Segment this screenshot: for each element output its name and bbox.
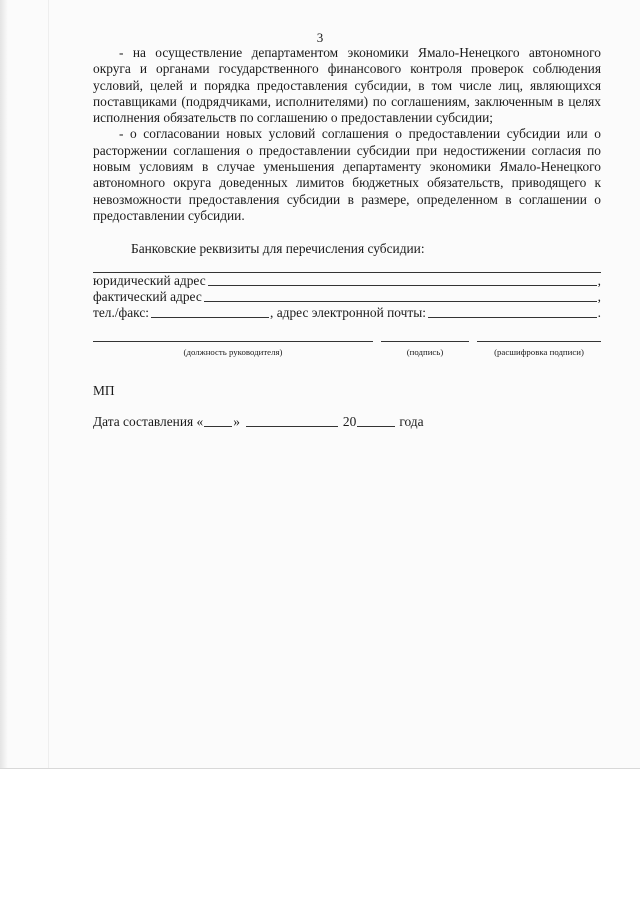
date-row: [93, 414, 601, 430]
document-body: [93, 45, 601, 430]
date-label: Дата составления «: [93, 413, 204, 429]
legal-address-field[interactable]: [208, 273, 597, 286]
actual-address-row: [93, 289, 601, 305]
contacts-period: .: [597, 305, 601, 321]
date-year-suffix: года: [399, 413, 424, 429]
signature-field[interactable]: [381, 341, 469, 360]
signature-block: [93, 341, 601, 367]
legal-address-comma: ,: [597, 272, 601, 288]
legal-address-row: [93, 273, 601, 289]
phone-label: тел./факс:: [93, 305, 150, 321]
signature-caption: (подпись): [406, 347, 444, 358]
position-caption: (должность руководителя): [183, 347, 283, 358]
legal-address-label: юридический адрес: [93, 272, 206, 288]
date-day-field[interactable]: [204, 414, 232, 427]
date-year-field[interactable]: [357, 414, 395, 427]
stamp-label: МП: [93, 383, 115, 399]
email-field[interactable]: [428, 305, 597, 318]
date-close-quote: »: [233, 413, 240, 429]
actual-address-label: фактический адрес: [93, 288, 202, 304]
page-number: 3: [316, 30, 324, 45]
contacts-row: [93, 305, 601, 321]
position-field[interactable]: [93, 341, 373, 360]
paragraph-new-conditions: - о согласовании новых условий соглашения о предоставлении субсидии или о расторжении соглашения о предоставлении субсидии при недостижении согласия по новым условиям в случае уменьшения департаменту экономики Ямало-Ненецкого автономного округа доведенных лимитов бюджетных обязательств, приводящего к невозможности предоставления субсидии в размере, определенном в соглашении о предоставлении субсидии.: [93, 126, 601, 223]
bank-details-blank-line[interactable]: [93, 258, 601, 273]
decoding-caption: (расшифровка подписи): [494, 347, 584, 358]
actual-address-field[interactable]: [204, 289, 597, 302]
paragraph-inspection-consent: - на осуществление департаментом экономики Ямало-Ненецкого автономного округа и органами государственного финансового контроля проверок соблюдения условий, целей и порядка предоставления субсидии, в том числе лиц, являющихся поставщиками (подрядчиками, исполнителями) по соглашениям, заключенным в целях исполнения обязательств по соглашению о предоставлении субсидии;: [93, 45, 601, 126]
scan-line: [48, 0, 49, 768]
date-month-field[interactable]: [246, 414, 338, 427]
date-year-prefix: 20: [342, 413, 357, 429]
scan-edge: [0, 0, 8, 768]
signature-decoding-field[interactable]: [477, 341, 601, 360]
actual-address-comma: ,: [597, 288, 601, 304]
email-label: , адрес электронной почты:: [270, 305, 426, 321]
phone-field[interactable]: [151, 305, 269, 318]
bank-details-title: Банковские реквизиты для перечисления субсидии:: [131, 241, 425, 257]
